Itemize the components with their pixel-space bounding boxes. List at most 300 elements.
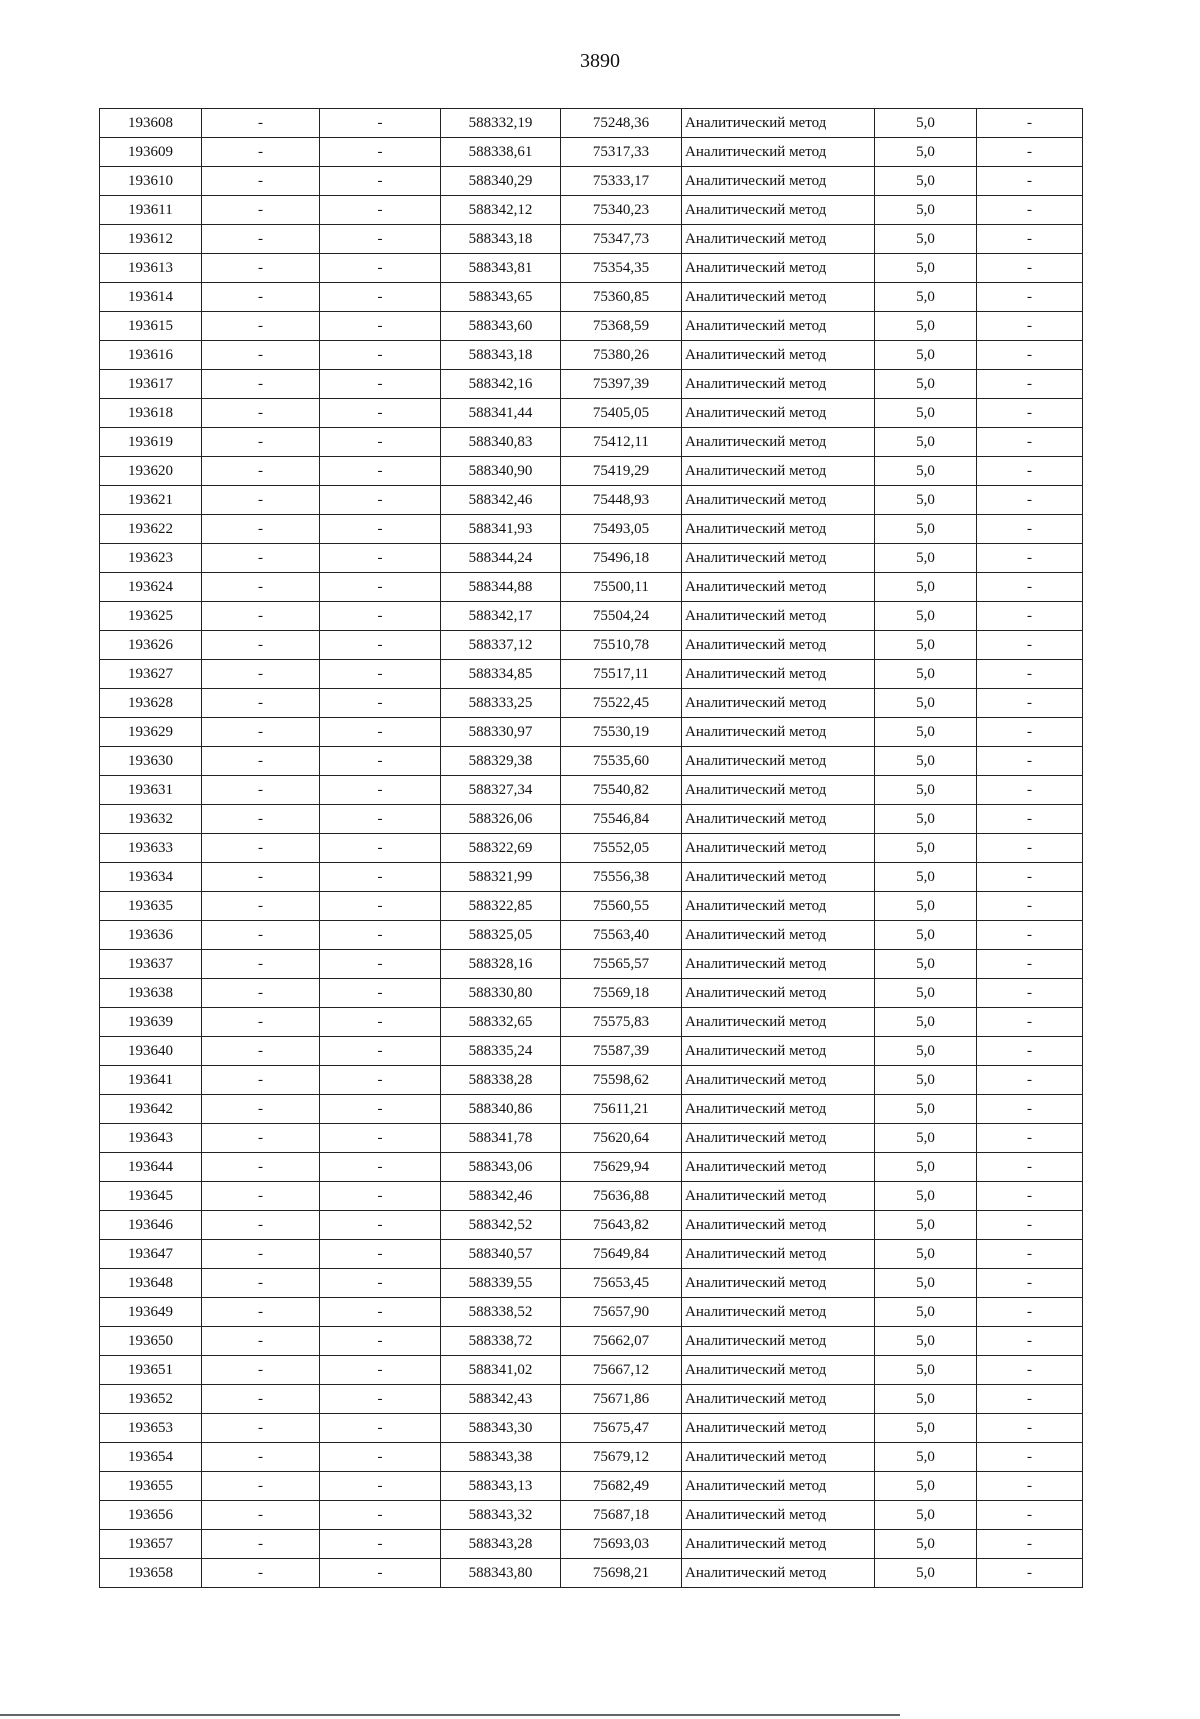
x-coordinate-cell: 588330,97: [441, 718, 561, 747]
precision-cell: 5,0: [875, 863, 977, 892]
dash-cell: -: [320, 1124, 441, 1153]
coordinates-table: [99, 108, 1083, 1588]
precision-cell: 5,0: [875, 399, 977, 428]
point-id-cell: 193627: [100, 660, 202, 689]
dash-cell: -: [977, 834, 1083, 863]
x-coordinate-cell: 588337,12: [441, 631, 561, 660]
method-cell: Аналитический метод: [682, 138, 875, 167]
y-coordinate-cell: 75643,82: [561, 1211, 682, 1240]
method-cell: Аналитический метод: [682, 602, 875, 631]
y-coordinate-cell: 75496,18: [561, 544, 682, 573]
table-row: [100, 1559, 1083, 1588]
dash-cell: -: [977, 1095, 1083, 1124]
dash-cell: -: [202, 1327, 320, 1356]
method-cell: Аналитический метод: [682, 341, 875, 370]
y-coordinate-cell: 75636,88: [561, 1182, 682, 1211]
x-coordinate-cell: 588342,12: [441, 196, 561, 225]
y-coordinate-cell: 75535,60: [561, 747, 682, 776]
dash-cell: -: [320, 1240, 441, 1269]
precision-cell: 5,0: [875, 167, 977, 196]
dash-cell: -: [320, 399, 441, 428]
table-row: [100, 1211, 1083, 1240]
table-row: [100, 457, 1083, 486]
x-coordinate-cell: 588321,99: [441, 863, 561, 892]
precision-cell: 5,0: [875, 138, 977, 167]
y-coordinate-cell: 75546,84: [561, 805, 682, 834]
precision-cell: 5,0: [875, 1443, 977, 1472]
point-id-cell: 193650: [100, 1327, 202, 1356]
dash-cell: -: [320, 921, 441, 950]
dash-cell: -: [202, 370, 320, 399]
table-row: [100, 776, 1083, 805]
y-coordinate-cell: 75504,24: [561, 602, 682, 631]
x-coordinate-cell: 588343,38: [441, 1443, 561, 1472]
dash-cell: -: [202, 1153, 320, 1182]
method-cell: Аналитический метод: [682, 1501, 875, 1530]
x-coordinate-cell: 588325,05: [441, 921, 561, 950]
x-coordinate-cell: 588332,19: [441, 109, 561, 138]
y-coordinate-cell: 75340,23: [561, 196, 682, 225]
dash-cell: -: [320, 1008, 441, 1037]
y-coordinate-cell: 75530,19: [561, 718, 682, 747]
table-row: [100, 602, 1083, 631]
point-id-cell: 193655: [100, 1472, 202, 1501]
dash-cell: -: [977, 805, 1083, 834]
method-cell: Аналитический метод: [682, 254, 875, 283]
table-row: [100, 138, 1083, 167]
y-coordinate-cell: 75667,12: [561, 1356, 682, 1385]
dash-cell: -: [202, 892, 320, 921]
y-coordinate-cell: 75333,17: [561, 167, 682, 196]
precision-cell: 5,0: [875, 718, 977, 747]
dash-cell: -: [977, 776, 1083, 805]
dash-cell: -: [977, 1356, 1083, 1385]
y-coordinate-cell: 75653,45: [561, 1269, 682, 1298]
method-cell: Аналитический метод: [682, 515, 875, 544]
table-row: [100, 1066, 1083, 1095]
dash-cell: -: [202, 341, 320, 370]
y-coordinate-cell: 75620,64: [561, 1124, 682, 1153]
method-cell: Аналитический метод: [682, 1385, 875, 1414]
precision-cell: 5,0: [875, 1008, 977, 1037]
dash-cell: -: [320, 1472, 441, 1501]
dash-cell: -: [202, 167, 320, 196]
dash-cell: -: [320, 718, 441, 747]
method-cell: Аналитический метод: [682, 747, 875, 776]
dash-cell: -: [202, 1066, 320, 1095]
method-cell: Аналитический метод: [682, 486, 875, 515]
table-row: [100, 399, 1083, 428]
point-id-cell: 193651: [100, 1356, 202, 1385]
method-cell: Аналитический метод: [682, 283, 875, 312]
method-cell: Аналитический метод: [682, 544, 875, 573]
dash-cell: -: [320, 515, 441, 544]
dash-cell: -: [320, 689, 441, 718]
dash-cell: -: [202, 1501, 320, 1530]
dash-cell: -: [320, 602, 441, 631]
method-cell: Аналитический метод: [682, 1472, 875, 1501]
table-row: [100, 1356, 1083, 1385]
point-id-cell: 193641: [100, 1066, 202, 1095]
precision-cell: 5,0: [875, 689, 977, 718]
precision-cell: 5,0: [875, 428, 977, 457]
y-coordinate-cell: 75517,11: [561, 660, 682, 689]
x-coordinate-cell: 588343,06: [441, 1153, 561, 1182]
precision-cell: 5,0: [875, 979, 977, 1008]
dash-cell: -: [202, 1095, 320, 1124]
method-cell: Аналитический метод: [682, 979, 875, 1008]
table-row: [100, 370, 1083, 399]
x-coordinate-cell: 588344,24: [441, 544, 561, 573]
table-row: [100, 167, 1083, 196]
table-row: [100, 921, 1083, 950]
x-coordinate-cell: 588338,72: [441, 1327, 561, 1356]
dash-cell: -: [977, 921, 1083, 950]
dash-cell: -: [977, 167, 1083, 196]
dash-cell: -: [977, 1472, 1083, 1501]
method-cell: Аналитический метод: [682, 1124, 875, 1153]
precision-cell: 5,0: [875, 1559, 977, 1588]
y-coordinate-cell: 75598,62: [561, 1066, 682, 1095]
x-coordinate-cell: 588342,52: [441, 1211, 561, 1240]
precision-cell: 5,0: [875, 1095, 977, 1124]
dash-cell: -: [977, 660, 1083, 689]
dash-cell: -: [320, 109, 441, 138]
x-coordinate-cell: 588338,52: [441, 1298, 561, 1327]
method-cell: Аналитический метод: [682, 196, 875, 225]
dash-cell: -: [320, 312, 441, 341]
precision-cell: 5,0: [875, 225, 977, 254]
y-coordinate-cell: 75448,93: [561, 486, 682, 515]
precision-cell: 5,0: [875, 1385, 977, 1414]
method-cell: Аналитический метод: [682, 1182, 875, 1211]
y-coordinate-cell: 75380,26: [561, 341, 682, 370]
dash-cell: -: [320, 1095, 441, 1124]
precision-cell: 5,0: [875, 341, 977, 370]
x-coordinate-cell: 588332,65: [441, 1008, 561, 1037]
dash-cell: -: [202, 863, 320, 892]
dash-cell: -: [320, 892, 441, 921]
y-coordinate-cell: 75569,18: [561, 979, 682, 1008]
point-id-cell: 193658: [100, 1559, 202, 1588]
dash-cell: -: [202, 1530, 320, 1559]
x-coordinate-cell: 588343,30: [441, 1414, 561, 1443]
dash-cell: -: [977, 1414, 1083, 1443]
x-coordinate-cell: 588334,85: [441, 660, 561, 689]
table-row: [100, 1530, 1083, 1559]
y-coordinate-cell: 75540,82: [561, 776, 682, 805]
method-cell: Аналитический метод: [682, 660, 875, 689]
x-coordinate-cell: 588342,43: [441, 1385, 561, 1414]
dash-cell: -: [977, 1182, 1083, 1211]
x-coordinate-cell: 588339,55: [441, 1269, 561, 1298]
dash-cell: -: [202, 1472, 320, 1501]
dash-cell: -: [977, 399, 1083, 428]
point-id-cell: 193629: [100, 718, 202, 747]
table-row: [100, 486, 1083, 515]
x-coordinate-cell: 588340,86: [441, 1095, 561, 1124]
table-row: [100, 1443, 1083, 1472]
dash-cell: -: [320, 950, 441, 979]
x-coordinate-cell: 588340,83: [441, 428, 561, 457]
y-coordinate-cell: 75368,59: [561, 312, 682, 341]
table-row: [100, 1037, 1083, 1066]
x-coordinate-cell: 588338,28: [441, 1066, 561, 1095]
dash-cell: -: [977, 486, 1083, 515]
point-id-cell: 193657: [100, 1530, 202, 1559]
table-row: [100, 254, 1083, 283]
x-coordinate-cell: 588343,65: [441, 283, 561, 312]
table-row: [100, 283, 1083, 312]
y-coordinate-cell: 75698,21: [561, 1559, 682, 1588]
dash-cell: -: [202, 631, 320, 660]
table-row: [100, 1472, 1083, 1501]
y-coordinate-cell: 75563,40: [561, 921, 682, 950]
point-id-cell: 193631: [100, 776, 202, 805]
x-coordinate-cell: 588322,85: [441, 892, 561, 921]
dash-cell: -: [977, 370, 1083, 399]
precision-cell: 5,0: [875, 1182, 977, 1211]
x-coordinate-cell: 588341,78: [441, 1124, 561, 1153]
point-id-cell: 193630: [100, 747, 202, 776]
precision-cell: 5,0: [875, 1211, 977, 1240]
precision-cell: 5,0: [875, 805, 977, 834]
method-cell: Аналитический метод: [682, 805, 875, 834]
precision-cell: 5,0: [875, 1327, 977, 1356]
dash-cell: -: [320, 138, 441, 167]
table-row: [100, 1153, 1083, 1182]
y-coordinate-cell: 75522,45: [561, 689, 682, 718]
dash-cell: -: [202, 399, 320, 428]
dash-cell: -: [320, 1269, 441, 1298]
method-cell: Аналитический метод: [682, 1559, 875, 1588]
dash-cell: -: [320, 1298, 441, 1327]
method-cell: Аналитический метод: [682, 399, 875, 428]
point-id-cell: 193632: [100, 805, 202, 834]
point-id-cell: 193635: [100, 892, 202, 921]
y-coordinate-cell: 75675,47: [561, 1414, 682, 1443]
point-id-cell: 193643: [100, 1124, 202, 1153]
dash-cell: -: [977, 689, 1083, 718]
dash-cell: -: [320, 196, 441, 225]
table-row: [100, 863, 1083, 892]
coordinates-table-body: [100, 109, 1083, 1588]
point-id-cell: 193616: [100, 341, 202, 370]
point-id-cell: 193613: [100, 254, 202, 283]
point-id-cell: 193634: [100, 863, 202, 892]
method-cell: Аналитический метод: [682, 863, 875, 892]
y-coordinate-cell: 75500,11: [561, 573, 682, 602]
dash-cell: -: [977, 1066, 1083, 1095]
table-row: [100, 660, 1083, 689]
precision-cell: 5,0: [875, 1472, 977, 1501]
precision-cell: 5,0: [875, 950, 977, 979]
dash-cell: -: [320, 863, 441, 892]
dash-cell: -: [320, 1037, 441, 1066]
y-coordinate-cell: 75687,18: [561, 1501, 682, 1530]
x-coordinate-cell: 588342,17: [441, 602, 561, 631]
dash-cell: -: [202, 1240, 320, 1269]
dash-cell: -: [202, 979, 320, 1008]
x-coordinate-cell: 588328,16: [441, 950, 561, 979]
table-row: [100, 718, 1083, 747]
x-coordinate-cell: 588342,46: [441, 486, 561, 515]
y-coordinate-cell: 75560,55: [561, 892, 682, 921]
dash-cell: -: [320, 544, 441, 573]
y-coordinate-cell: 75565,57: [561, 950, 682, 979]
precision-cell: 5,0: [875, 573, 977, 602]
x-coordinate-cell: 588343,80: [441, 1559, 561, 1588]
table-row: [100, 225, 1083, 254]
x-coordinate-cell: 588342,16: [441, 370, 561, 399]
table-row: [100, 689, 1083, 718]
dash-cell: -: [977, 747, 1083, 776]
table-row: [100, 1269, 1083, 1298]
dash-cell: -: [320, 747, 441, 776]
dash-cell: -: [320, 1414, 441, 1443]
point-id-cell: 193621: [100, 486, 202, 515]
table-row: [100, 544, 1083, 573]
method-cell: Аналитический метод: [682, 921, 875, 950]
dash-cell: -: [320, 283, 441, 312]
dash-cell: -: [202, 805, 320, 834]
precision-cell: 5,0: [875, 486, 977, 515]
point-id-cell: 193653: [100, 1414, 202, 1443]
dash-cell: -: [977, 1211, 1083, 1240]
precision-cell: 5,0: [875, 283, 977, 312]
table-row: [100, 196, 1083, 225]
dash-cell: -: [202, 1182, 320, 1211]
dash-cell: -: [977, 1530, 1083, 1559]
page-number: 3890: [580, 50, 620, 72]
method-cell: Аналитический метод: [682, 1211, 875, 1240]
dash-cell: -: [202, 1356, 320, 1385]
x-coordinate-cell: 588326,06: [441, 805, 561, 834]
table-row: [100, 428, 1083, 457]
dash-cell: -: [320, 1443, 441, 1472]
point-id-cell: 193622: [100, 515, 202, 544]
dash-cell: -: [320, 1066, 441, 1095]
dash-cell: -: [977, 1153, 1083, 1182]
method-cell: Аналитический метод: [682, 1356, 875, 1385]
point-id-cell: 193619: [100, 428, 202, 457]
method-cell: Аналитический метод: [682, 1153, 875, 1182]
precision-cell: 5,0: [875, 312, 977, 341]
point-id-cell: 193620: [100, 457, 202, 486]
dash-cell: -: [977, 428, 1083, 457]
dash-cell: -: [977, 1124, 1083, 1153]
table-row: [100, 631, 1083, 660]
table-row: [100, 979, 1083, 1008]
dash-cell: -: [320, 254, 441, 283]
x-coordinate-cell: 588340,90: [441, 457, 561, 486]
method-cell: Аналитический метод: [682, 1414, 875, 1443]
precision-cell: 5,0: [875, 1530, 977, 1559]
table-row: [100, 1182, 1083, 1211]
point-id-cell: 193656: [100, 1501, 202, 1530]
dash-cell: -: [320, 486, 441, 515]
point-id-cell: 193649: [100, 1298, 202, 1327]
y-coordinate-cell: 75662,07: [561, 1327, 682, 1356]
table-row: [100, 1327, 1083, 1356]
dash-cell: -: [320, 979, 441, 1008]
point-id-cell: 193642: [100, 1095, 202, 1124]
table-row: [100, 1240, 1083, 1269]
precision-cell: 5,0: [875, 109, 977, 138]
dash-cell: -: [320, 428, 441, 457]
dash-cell: -: [977, 1008, 1083, 1037]
precision-cell: 5,0: [875, 515, 977, 544]
dash-cell: -: [202, 1037, 320, 1066]
point-id-cell: 193617: [100, 370, 202, 399]
precision-cell: 5,0: [875, 1153, 977, 1182]
x-coordinate-cell: 588343,13: [441, 1472, 561, 1501]
dash-cell: -: [977, 863, 1083, 892]
dash-cell: -: [202, 428, 320, 457]
dash-cell: -: [202, 1211, 320, 1240]
precision-cell: 5,0: [875, 834, 977, 863]
dash-cell: -: [202, 921, 320, 950]
point-id-cell: 193644: [100, 1153, 202, 1182]
point-id-cell: 193640: [100, 1037, 202, 1066]
table-row: [100, 1298, 1083, 1327]
dash-cell: -: [202, 486, 320, 515]
dash-cell: -: [320, 341, 441, 370]
x-coordinate-cell: 588335,24: [441, 1037, 561, 1066]
point-id-cell: 193648: [100, 1269, 202, 1298]
method-cell: Аналитический метод: [682, 1066, 875, 1095]
y-coordinate-cell: 75649,84: [561, 1240, 682, 1269]
point-id-cell: 193639: [100, 1008, 202, 1037]
dash-cell: -: [202, 950, 320, 979]
dash-cell: -: [977, 718, 1083, 747]
precision-cell: 5,0: [875, 892, 977, 921]
dash-cell: -: [977, 109, 1083, 138]
dash-cell: -: [320, 1211, 441, 1240]
dash-cell: -: [977, 1269, 1083, 1298]
precision-cell: 5,0: [875, 602, 977, 631]
table-row: [100, 950, 1083, 979]
table-row: [100, 747, 1083, 776]
method-cell: Аналитический метод: [682, 631, 875, 660]
table-row: [100, 312, 1083, 341]
dash-cell: -: [202, 225, 320, 254]
dash-cell: -: [202, 109, 320, 138]
point-id-cell: 193610: [100, 167, 202, 196]
point-id-cell: 193636: [100, 921, 202, 950]
y-coordinate-cell: 75682,49: [561, 1472, 682, 1501]
method-cell: Аналитический метод: [682, 312, 875, 341]
point-id-cell: 193628: [100, 689, 202, 718]
dash-cell: -: [320, 1559, 441, 1588]
y-coordinate-cell: 75354,35: [561, 254, 682, 283]
dash-cell: -: [977, 1559, 1083, 1588]
y-coordinate-cell: 75671,86: [561, 1385, 682, 1414]
point-id-cell: 193612: [100, 225, 202, 254]
precision-cell: 5,0: [875, 1356, 977, 1385]
dash-cell: -: [202, 1298, 320, 1327]
x-coordinate-cell: 588330,80: [441, 979, 561, 1008]
dash-cell: -: [320, 457, 441, 486]
method-cell: Аналитический метод: [682, 892, 875, 921]
dash-cell: -: [977, 196, 1083, 225]
dash-cell: -: [977, 457, 1083, 486]
table-row: [100, 834, 1083, 863]
table-row: [100, 805, 1083, 834]
dash-cell: -: [202, 718, 320, 747]
y-coordinate-cell: 75412,11: [561, 428, 682, 457]
dash-cell: -: [320, 834, 441, 863]
